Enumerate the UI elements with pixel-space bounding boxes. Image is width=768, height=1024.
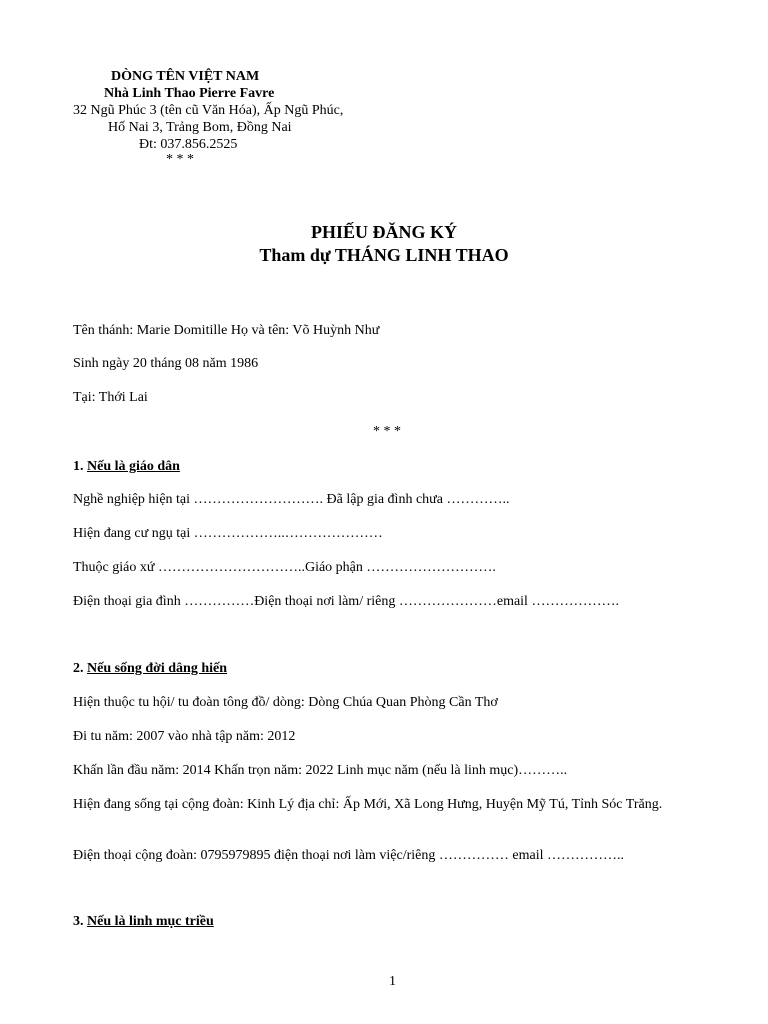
- section-2-community: Hiện đang sống tại cộng đoàn: Kinh Lý địa chỉ: Ấp Mới, Xã Long Hưng, Huyện Mỹ Tú, Tỉnh Sóc Trăng.: [73, 797, 663, 812]
- birth-line: Sinh ngày 20 tháng 08 năm 1986: [73, 356, 259, 371]
- section-2-phones: Điện thoại cộng đoàn: 0795979895 điện thoại nơi làm việc/riêng …………… email ……………..: [73, 848, 624, 863]
- name-line: Tên thánh: Marie Domitille Họ và tên: Võ Huỳnh Như: [73, 323, 380, 338]
- address-line-1: 32 Ngũ Phúc 3 (tên cũ Văn Hóa), Ấp Ngũ Phúc,: [73, 103, 344, 118]
- section-1-residence: Hiện đang cư ngụ tại ………………..…………………: [73, 526, 383, 541]
- house-name: Nhà Linh Thao Pierre Favre: [104, 86, 275, 101]
- page-number: 1: [389, 974, 396, 989]
- section-1-parish: Thuộc giáo xứ …………………………..Giáo phận ……………………….: [73, 560, 496, 575]
- section-2-number: 2.: [73, 661, 84, 676]
- phone: Đt: 037.856.2525: [139, 137, 238, 152]
- section-2-entry-years: Đi tu năm: 2007 vào nhà tập năm: 2012: [73, 729, 296, 744]
- org-name: DÒNG TÊN VIỆT NAM: [111, 69, 260, 84]
- form-title: PHIẾU ĐĂNG KÝ: [310, 222, 457, 242]
- form-subtitle: Tham dự THÁNG LINH THAO: [259, 245, 509, 265]
- place-line: Tại: Thới Lai: [73, 390, 148, 405]
- section-1-title: Nếu là giáo dân: [87, 459, 180, 474]
- section-3-number: 3.: [73, 914, 84, 929]
- section-2-congregation: Hiện thuộc tu hội/ tu đoàn tông đồ/ dòng: Dòng Chúa Quan Phòng Cần Thơ: [73, 695, 498, 710]
- section-1-phones: Điện thoại gia đình ……………Điện thoại nơi làm/ riêng …………………email ……………….: [73, 594, 619, 609]
- section-1-heading: [73, 458, 180, 475]
- section-1-number: 1.: [73, 459, 84, 474]
- section-3-heading: [73, 913, 214, 930]
- section-3-title: Nếu là linh mục triều: [87, 914, 214, 929]
- section-2-title: Nếu sống đời dâng hiến: [87, 661, 228, 676]
- address-line-2: Hố Nai 3, Trảng Bom, Đồng Nai: [108, 120, 292, 135]
- section-2-heading: [73, 660, 227, 677]
- header-stars: * * *: [166, 152, 194, 167]
- section-2-vows: Khấn lần đầu năm: 2014 Khấn trọn năm: 2022 Linh mục năm (nếu là linh mục)………..: [73, 763, 568, 778]
- section-1-occupation: Nghề nghiệp hiện tại ………………………. Đã lập gia đình chưa …………..: [73, 492, 510, 507]
- divider-stars: * * *: [373, 424, 401, 439]
